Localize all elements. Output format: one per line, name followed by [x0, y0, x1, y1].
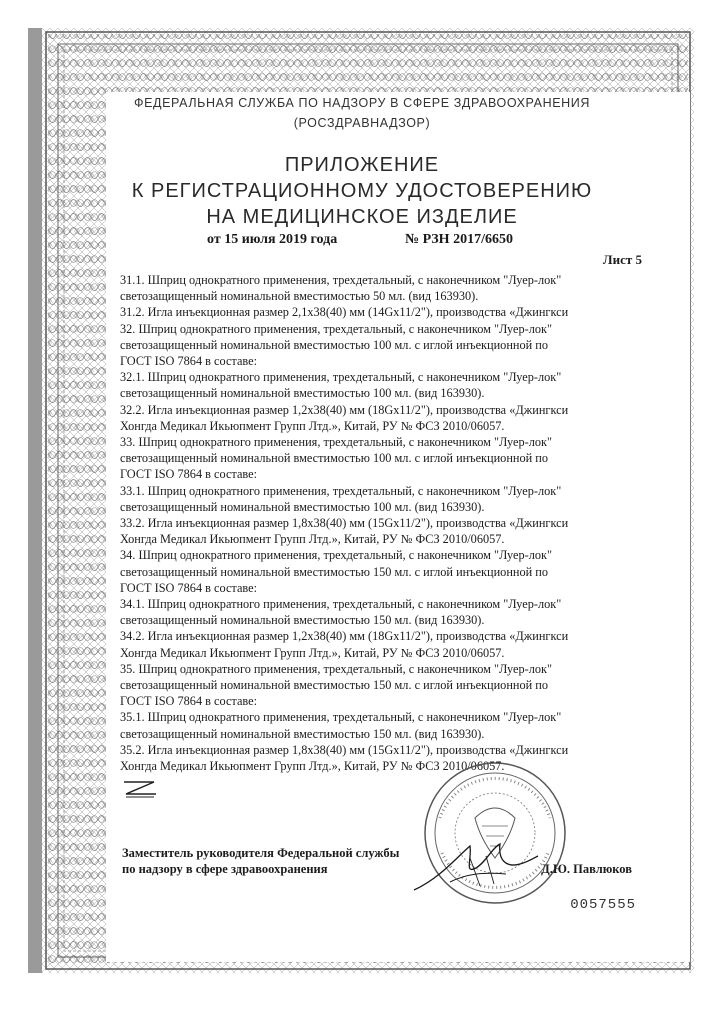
body-line: 33.2. Игла инъекционная размер 1,8x38(40) мм (15Gx11/2"), производства «Джингкси [120, 516, 569, 531]
body-line: 34. Шприц однократного применения, трехдетальный, с наконечником "Луер-лок" [120, 548, 552, 563]
body-line: 32. Шприц однократного применения, трехдетальный, с наконечником "Луер-лок" [120, 321, 552, 336]
body-line: 32.1. Шприц однократного применения, трехдетальный, с наконечником "Луер-лок" [120, 370, 562, 385]
signer-position-line-2: по надзору в сфере здравоохранения [122, 862, 328, 876]
body-line: 35.1. Шприц однократного применения, трехдетальный, с наконечником "Луер-лок" [120, 710, 562, 725]
sheet-number: Лист 5 [602, 252, 642, 267]
body-line: светозащищенный номинальной вместимостью 100 мл. с иглой инъекционной по [120, 451, 549, 466]
body-line: Хонгда Медикал Икьюпмент Групп Лтд.», Китай, РУ № ФСЗ 2010/06057. [120, 645, 505, 660]
body-line: светозащищенный номинальной вместимостью 50 мл. (вид 163930). [120, 289, 479, 304]
body-line: светозащищенный номинальной вместимостью 100 мл. с иглой инъекционной по [120, 337, 549, 352]
document-title-line-2: К РЕГИСТРАЦИОННОМУ УДОСТОВЕРЕНИЮ [131, 180, 593, 202]
body-line: 34.2. Игла инъекционная размер 1,2x38(40) мм (18Gx11/2"), производства «Джингкси [120, 629, 569, 644]
document-title-line-3: НА МЕДИЦИНСКОЕ ИЗДЕЛИЕ [206, 206, 518, 228]
body-line: 35.2. Игла инъекционная размер 1,8x38(40) мм (15Gx11/2"), производства «Джингкси [120, 742, 569, 757]
document-body [120, 272, 640, 774]
body-line: ГОСТ ISO 7864 в составе: [120, 467, 258, 482]
body-line: 31.1. Шприц однократного применения, трехдетальный, с наконечником "Луер-лок" [120, 273, 562, 287]
body-line: светозащищенный номинальной вместимостью 100 мл. (вид 163930). [120, 499, 485, 514]
body-line: ГОСТ ISO 7864 в составе: [120, 580, 258, 595]
z-mark-icon [120, 778, 160, 800]
body-line: 32.2. Игла инъекционная размер 1,2x38(40) мм (18Gx11/2"), производства «Джингкси [120, 402, 569, 417]
body-line: Хонгда Медикал Икьюпмент Групп Лтд.», Китай, РУ № ФСЗ 2010/06057. [120, 759, 505, 774]
issue-date: от 15 июля 2019 года [207, 232, 338, 247]
handwritten-signature-icon [410, 838, 540, 896]
body-line: светозащищенный номинальной вместимостью 150 мл. с иглой инъекционной по [120, 564, 549, 579]
body-line: светозащищенный номинальной вместимостью 100 мл. (вид 163930). [120, 386, 485, 401]
document-serial-number: 0057555 [570, 897, 636, 913]
body-line: светозащищенный номинальной вместимостью 150 мл. (вид 163930). [120, 726, 485, 741]
body-line: 31.2. Игла инъекционная размер 2,1x38(40) мм (14Gx11/2"), производства «Джингкси [120, 305, 569, 320]
body-line: 34.1. Шприц однократного применения, трехдетальный, с наконечником "Луер-лок" [120, 597, 562, 612]
body-line: Хонгда Медикал Икьюпмент Групп Лтд.», Китай, РУ № ФСЗ 2010/06057. [120, 418, 505, 433]
body-line: 35. Шприц однократного применения, трехдетальный, с наконечником "Луер-лок" [120, 661, 552, 676]
body-line: Хонгда Медикал Икьюпмент Групп Лтд.», Китай, РУ № ФСЗ 2010/06057. [120, 532, 505, 547]
document-title-line-1: ПРИЛОЖЕНИЕ [284, 154, 440, 176]
body-line: 33. Шприц однократного применения, трехдетальный, с наконечником "Луер-лок" [120, 435, 552, 450]
body-line: ГОСТ ISO 7864 в составе: [120, 354, 258, 369]
signer-position-line-1: Заместитель руководителя Федеральной службы [122, 846, 400, 860]
registration-number: № РЗН 2017/6650 [405, 232, 513, 247]
body-line: 33.1. Шприц однократного применения, трехдетальный, с наконечником "Луер-лок" [120, 483, 562, 498]
body-line: светозащищенный номинальной вместимостью 150 мл. (вид 163930). [120, 613, 485, 628]
agency-name: ФЕДЕРАЛЬНАЯ СЛУЖБА ПО НАДЗОРУ В СФЕРЕ ЗДРАВООХРАНЕНИЯ [134, 96, 590, 110]
agency-abbreviation: (РОСЗДРАВНАДЗОР) [293, 116, 431, 130]
body-line: светозащищенный номинальной вместимостью 150 мл. с иглой инъекционной по [120, 678, 549, 693]
signer-name: Д.Ю. Павлюков [541, 862, 632, 876]
body-line: ГОСТ ISO 7864 в составе: [120, 694, 258, 709]
